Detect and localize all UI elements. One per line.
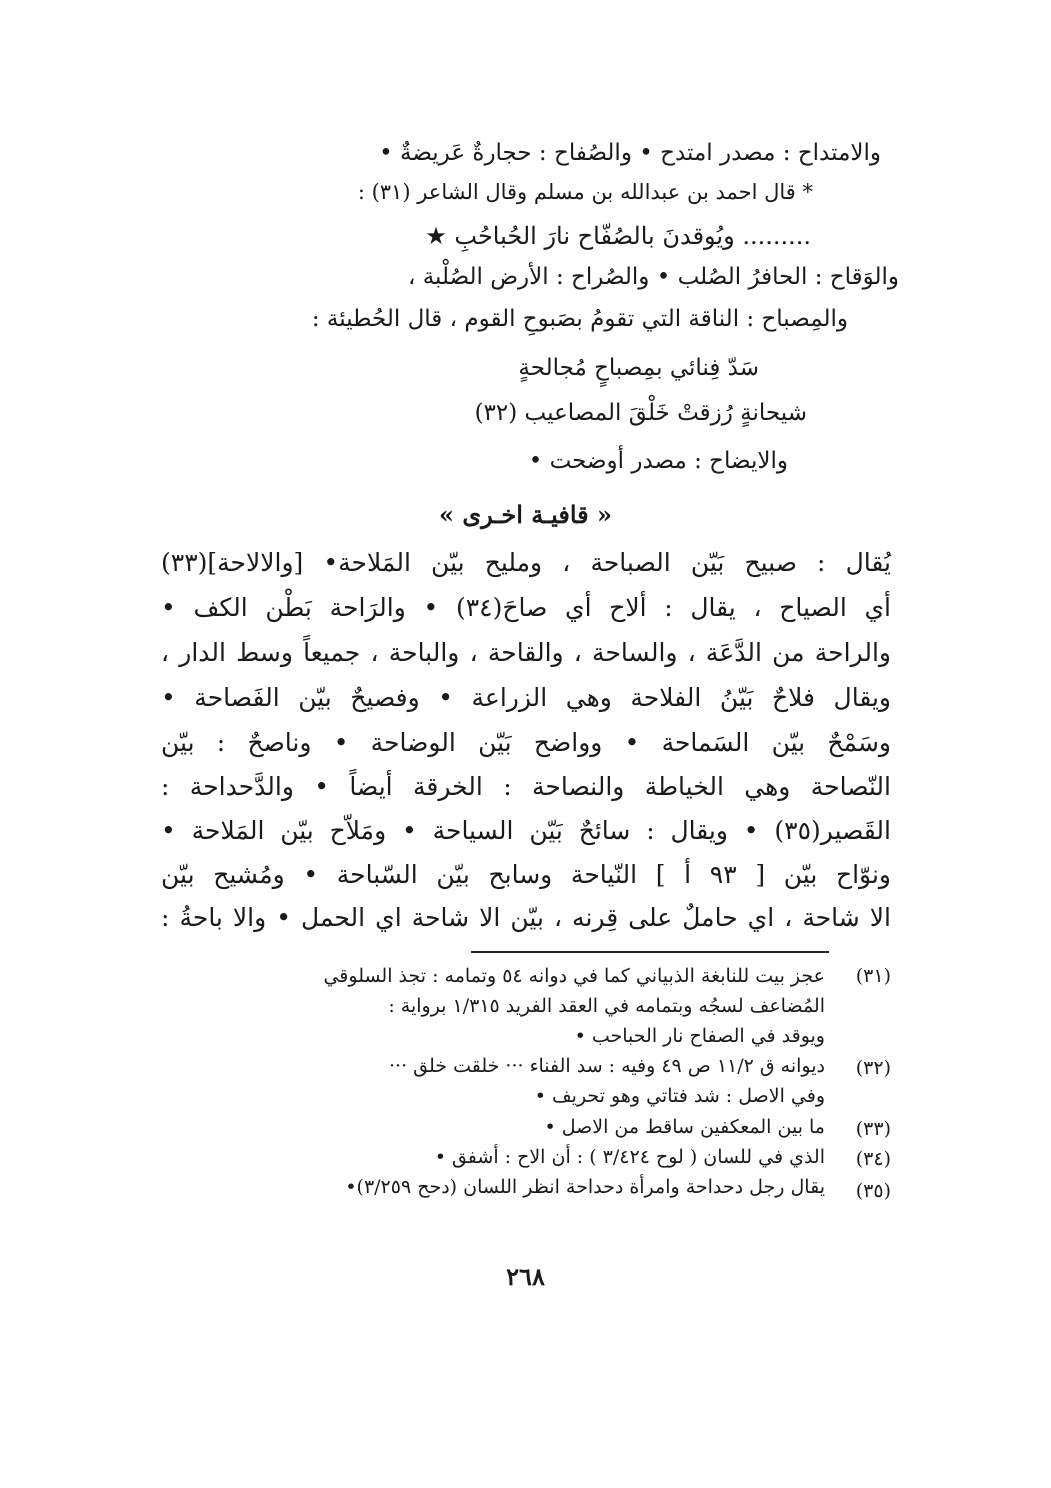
text-line: والوَقاح : الحافرُ الصُلب • والصُراح : الأرض الصُلْبة ،: [407, 264, 899, 290]
text-line: والمِصباح : الناقة التي تقومُ بصَبوحِ القوم ، قال الحُطيئة :: [311, 306, 848, 332]
paragraph-line: يُقال : صبيح بَيّن الصباحة ، ومليح بيّن المَلاحة• [والالاحة](٣٣): [161, 548, 891, 577]
footnote-text: يقال رجل دحداحة وامرأة دحداحة انظر اللسان (دحح ٣/٢٥٩)•: [345, 1176, 825, 1198]
footnote-text: عجز بيت للنابغة الذبياني كما في دوانه ٥٤ وتمامه : تجذ السلوقي: [323, 965, 825, 987]
verse-line: سَدّ فِنائي بمِصباحٍ مُجالحةٍ: [518, 355, 759, 381]
verse-line: ......... ويُوقدنَ بالصُفّاح نارَ الحُباحُبِ ★: [425, 222, 811, 250]
paragraph-line: أي الصياح ، يقال : ألاح أي صاحَ(٣٤) • والرَاحة بَطْن الكف •: [161, 593, 891, 622]
footnote-number: (٣٥): [855, 1180, 891, 1202]
footnote-text: وفي الاصل : شد فتاتي وهو تحريف •: [534, 1085, 825, 1107]
footnote-number: (٣٣): [855, 1118, 891, 1140]
footnote-divider: [471, 951, 829, 953]
paragraph-line: وسَمْحٌ بيّن السَماحة • وواضح بَيّن الوضاحة • وناصحٌ : بيّن: [161, 728, 891, 757]
paragraph-line: ويقال فلاحٌ بَيّنُ الفلاحة وهي الزراعة • وفصيحٌ بيّن الفَصاحة •: [161, 683, 891, 712]
paragraph-line: والراحة من الدَّعَة ، والساحة ، والقاحة ، والباحة ، جميعاً وسط الدار ،: [161, 638, 891, 667]
footnote-text: ويوقد في الصفاح نار الحباحب •: [574, 1025, 825, 1047]
text-line: والامتداح : مصدر امتدح • والصُفاح : حجارةٌ عَريضةٌ •: [379, 140, 881, 166]
paragraph-line: النّصاحة وهي الخياطة والنصاحة : الخرقة أيضاً • والدَّحداحة :: [161, 772, 891, 801]
text-line: والايضاح : مصدر أوضحت •: [528, 448, 788, 474]
verse-line: شيحانةٍ رُزقتْ خَلْقَ المصاعيب (٣٢): [474, 400, 807, 426]
footnote-text: الذي في للسان ( لوح ٣/٤٢٤ ) : أن الاح : أشفق •: [434, 1146, 825, 1168]
footnote-text: ما بين المعكفين ساقط من الاصل •: [544, 1116, 825, 1138]
footnote-number: (٣١): [855, 965, 891, 987]
footnote-text: المُضاعف لسجُه وبتمامه في العقد الفريد ١/٣١٥ برواية :: [388, 995, 825, 1017]
footnote-text: ديوانه ق ١١/٢ ص ٤٩ وفيه : سد الفناء ··· خلقت خلق ···: [388, 1055, 825, 1077]
page-number: ٢٦٨: [506, 1262, 545, 1291]
footnote-number: (٣٢): [855, 1057, 891, 1079]
paragraph-line: الا شاحة ، اي حاملٌ على قِرنه ، بيّن الا شاحة اي الحمل • والا باحةُ :: [161, 903, 891, 932]
paragraph-line: ونوّاح بيّن [ ٩٣ أ ] النّياحة وسابح بيّن السّباحة • ومُشيح بيّن: [161, 860, 891, 889]
text-line: * قال احمد بن عبدالله بن مسلم وقال الشاعر (٣١) :: [357, 180, 813, 204]
section-heading: « قافيـة اخـرى »: [438, 500, 613, 529]
footnote-number: (٣٤): [855, 1148, 891, 1170]
paragraph-line: القَصير(٣٥) • ويقال : سائحٌ بَيّن السياحة • ومَلاّح بيّن المَلاحة •: [161, 816, 891, 845]
